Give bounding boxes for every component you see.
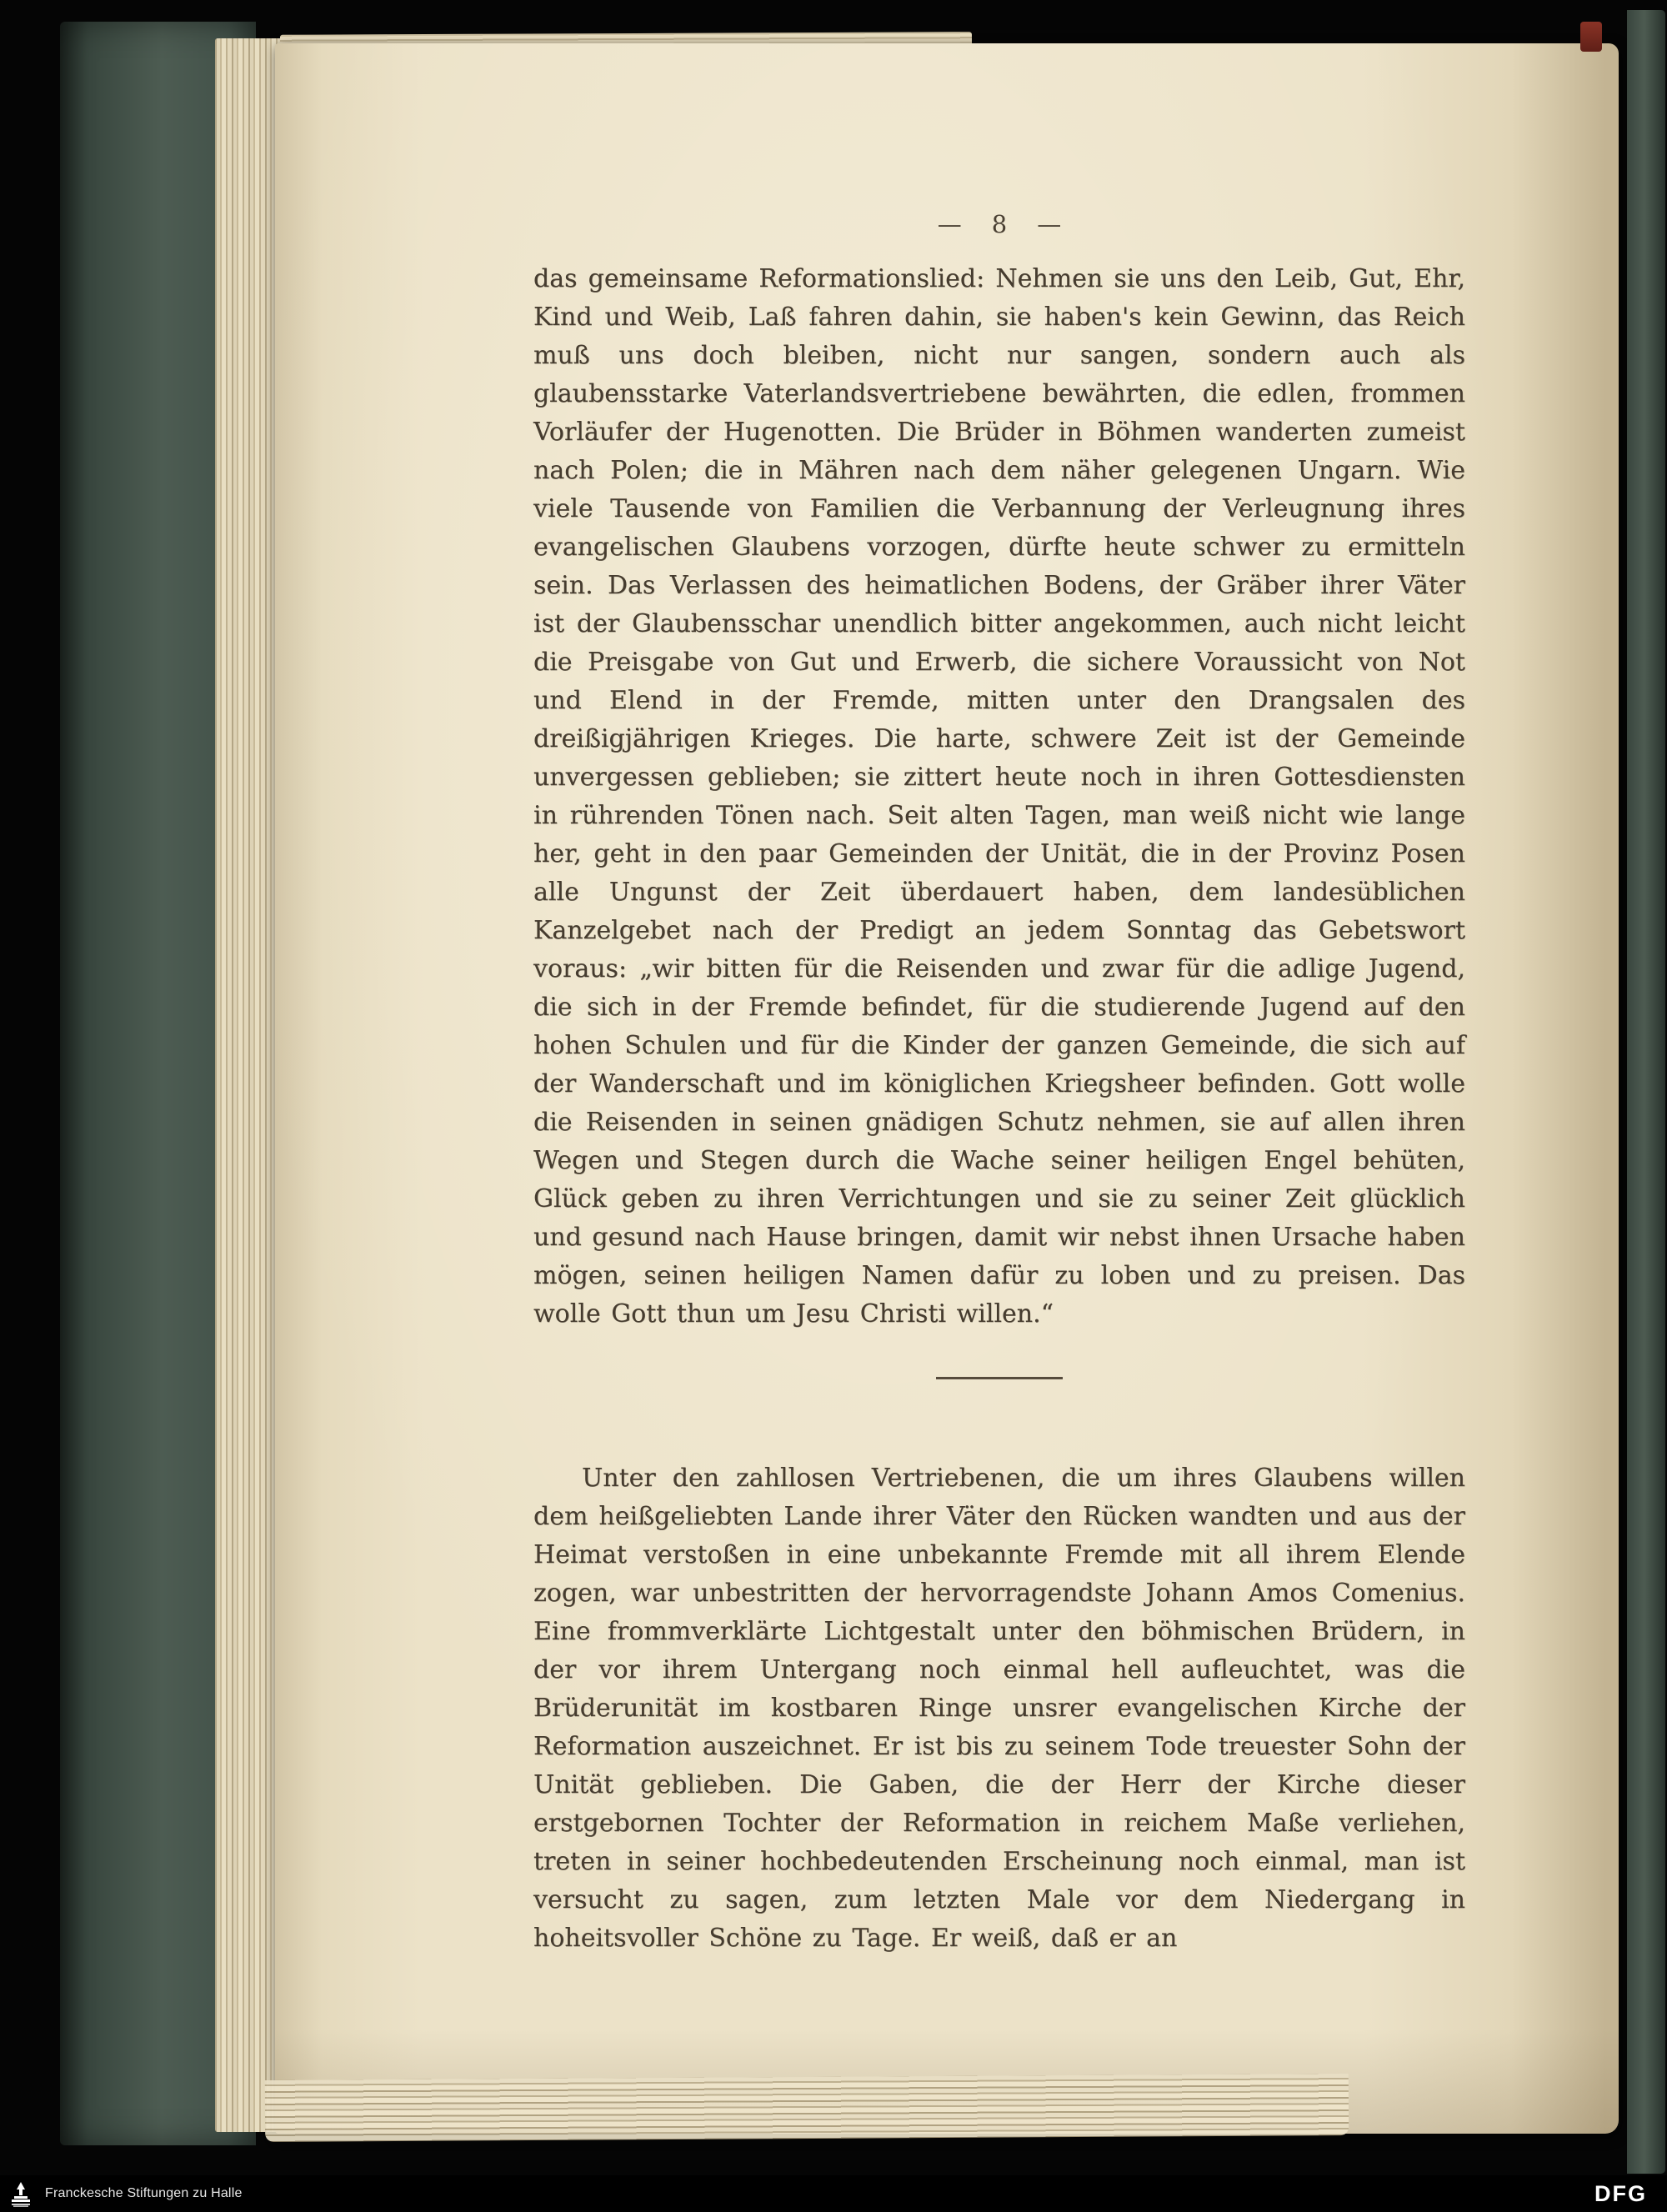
section-divider (936, 1377, 1063, 1379)
page-number-dash-left: — (937, 210, 962, 238)
footer-left-group (0, 2179, 243, 2208)
page-text-area (533, 210, 1465, 1958)
headband-detail (1580, 22, 1602, 52)
page-number-dash-right: — (1037, 210, 1062, 238)
page-number (533, 210, 1465, 238)
page-edges-bottom (265, 2074, 1349, 2142)
paragraph-1: das gemeinsame Reformationslied: Nehmen sie uns den Leib, Gut, Ehr, Kind und Weib, Laß fahren dahin, sie haben's kein Gewinn, das Reich muß uns doch bleiben, nicht nur sangen, sondern auch als glaubensstarke Vaterlandsvertriebene bewährten, die edlen, frommen Vorläufer der Hugenotten. Die Brüder in Böhmen wanderten zumeist nach Polen; die in Mähren nach dem näher gelegenen Ungarn. Wie viele Tausende von Familien die Verbannung der Verleugnung ihres evangelischen Glaubens vorzogen, dürfte heute schwer zu ermitteln sein. Das Verlassen des heimatlichen Bodens, der Gräber ihrer Väter ist der Glaubensschar unendlich bitter angekommen, auch nicht leicht die Preisgabe von Gut und Erwerb, die sichere Voraussicht von Not und Elend in der Fremde, mitten unter den Drangsalen des dreißigjährigen Krieges. Die harte, schwere Zeit ist der Gemeinde unvergessen geblieben; sie zittert heute noch in ihren Gottesdiensten in rührenden Tönen nach. Seit alten Tagen, man weiß nicht wie lange her, geht in den paar Gemeinden der Unität, die in der Provinz Posen alle Ungunst der Zeit überdauert haben, dem landesüblichen Kanzelgebet nach der Predigt an jedem Sonntag das Gebetswort voraus: „wir bitten für die Reisenden und zwar für die adlige Jugend, die sich in der Fremde befindet, für die studierende Jugend auf den hohen Schulen und für die Kinder der ganzen Gemeinde, die sich auf der Wanderschaft und im königlichen Kriegsheer befinden. Gott wolle die Reisenden in seinen gnädigen Schutz nehmen, sie auf allen ihren Wegen und Stegen durch die Wache seiner heiligen Engel behüten, Glück geben zu ihren Verrichtungen und sie zu seiner Zeit glücklich und gesund nach Hause bringen, damit wir nebst ihnen Ursache haben mögen, seinen heiligen Namen dafür zu loben und zu preisen. Das wolle Gott thun um Jesu Christi willen.“ (533, 264, 1465, 1329)
dfg-logo: DFG (1594, 2180, 1647, 2206)
viewer-footer (0, 2175, 1667, 2212)
paragraph-2: Unter den zahllosen Vertriebenen, die um ihres Glaubens willen dem heißgeliebten Lande ihrer Väter den Rücken wandten und aus der Heimat verstoßen in eine unbekannte Fremde mit all ihrem Elende zogen, war unbestritten der hervorragendste Johann Amos Comenius. Eine frommverklärte Lichtgestalt unter den böhmischen Brüdern, in der vor ihrem Untergang noch einmal hell aufleuchtet, was die Brüderunität im kostbaren Ringe unsrer evangelischen Kirche der Reformation auszeichnet. Er ist bis zu seinem Tode treuester Sohn der Unität geblieben. Die Gaben, die der Herr der Kirche dieser erstgebornen Tochter der Reformation in reichem Maße verliehen, treten in seiner hochbedeutenden Erscheinung noch einmal, man ist versucht zu sagen, zum letzten Male vor dem Niedergang in hoheitsvoller Schöne zu Tage. Er weiß, daß er an (533, 1464, 1465, 1953)
institution-label: Franckesche Stiftungen zu Halle (45, 2186, 243, 2200)
francke-stiftungen-logo-icon (7, 2179, 35, 2208)
book-cover-right (1627, 10, 1665, 2174)
page-number-value: 8 (991, 210, 1008, 238)
